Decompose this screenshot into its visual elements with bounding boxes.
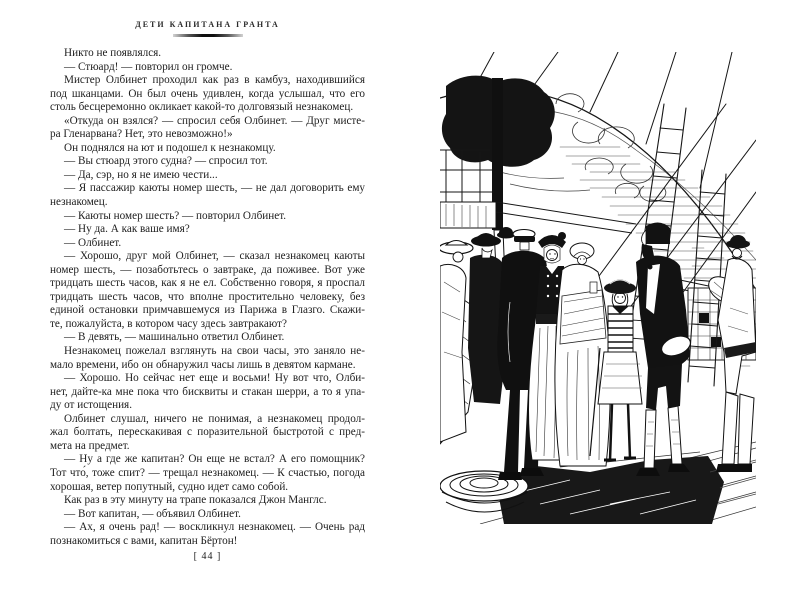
text-line: мало времени, ибо он обнаружил часы лишь в девятом кармане.	[50, 358, 356, 371]
text-line: тридцать шесть часов, как я не ел. Собственно говоря, я проспал	[50, 277, 365, 290]
text-line: познакомиться с вами, капитан Бёртон!	[50, 534, 238, 547]
text-line: Никто не появлялся.	[64, 47, 162, 59]
text-line: — В девять, — машинально ответил Олбинет.	[64, 331, 285, 344]
text-line: Он поднялся на ют и подошел к незнакомцу.	[64, 141, 276, 154]
header-divider	[173, 34, 243, 37]
text-line: столь бесцеремонно окликает какой-то долговязый незнакомец.	[50, 101, 354, 114]
text-line: Тот что́, тоже спит? — трещал незнакомец. — К счастью, погода	[50, 466, 365, 479]
text-line: «Откуда он взялся? — спросил себя Олбинет. — Друг мисте-	[64, 114, 365, 127]
text-line: нет, дайте-ка мне пока что бисквиты и стакан шерри, а то я упа-	[50, 385, 365, 398]
text-line: незнакомец.	[50, 196, 108, 209]
text-line: — Ах, я очень рад! — воскликнул незнакомец. — Очень рад	[64, 521, 365, 534]
text-line: Мистер Олбинет проходил как раз в камбуз, находившийся	[64, 74, 365, 87]
smoke	[442, 76, 666, 202]
text-line: под шканцами. Он был очень удивлен, когда услышал, что его	[50, 87, 365, 100]
text-line: — Хорошо. Но сейчас нет еще и восьми! Ну вот что, Олби-	[64, 372, 365, 385]
text-line: единой остановки примчавшемуся из Парижа в Глазго. Скажи-	[50, 304, 365, 317]
text-line: — Да, сэр, но я не имею чести...	[64, 168, 218, 181]
text-line: ра Гленарвана? Нет, это невозможно!»	[50, 128, 233, 141]
page-number: [ 44 ]	[193, 551, 222, 562]
ship-deck-illustration	[440, 52, 756, 524]
text-line: ду от истощения.	[50, 399, 132, 412]
text-line: — Ну да. А как ваше имя?	[64, 223, 190, 236]
running-header	[50, 20, 365, 37]
text-line: жал болтать, перескакивая с поразительной быстротой с пред-	[50, 426, 365, 439]
text-line: — Вы стюард этого судна? — спросил тот.	[64, 155, 268, 168]
ship-deck-engraving	[440, 52, 756, 524]
text-line: — Каюты номер шесть? — повторил Олбинет.	[64, 209, 287, 222]
text-line: тридцать шесть часов, что вполне простительно человеку, без	[50, 290, 365, 303]
figure-tall-stranger	[636, 222, 693, 476]
text-line: номер шесть, — позаботьтесь о завтраке, да поживее. Вот уже	[50, 263, 365, 276]
page-text-column	[50, 47, 365, 548]
text-line: — Ну а где же капитан? Он еще не встал? А его помощник?	[64, 453, 365, 466]
text-line: — Стюард! — повторил он громче.	[64, 60, 233, 73]
text-line: — Я пассажир каюты номер шесть, — не дал договорить ему	[64, 182, 365, 195]
text-line: те, пожалуйста, в котором часу здесь завтракают?	[50, 317, 287, 330]
figure-lady-bonnet	[555, 243, 610, 466]
text-line: Незнакомец пожелал взглянуть на свои часы, это заняло не-	[64, 345, 365, 358]
text-line: — Олбинет.	[64, 236, 122, 249]
text-line: — Вот капитан, — объявил Олбинет.	[64, 507, 241, 520]
text-line: мета на предмет.	[50, 439, 130, 452]
text-line: хорошая, ветер попутный, судно идет само собой.	[50, 480, 289, 493]
text-line: Как раз в эту минуту на трапе показался Джон Манглс.	[64, 494, 327, 507]
text-line: Олбинет слушал, ничего не понимая, а незнакомец продол-	[64, 412, 365, 425]
running-title: ДЕТИ КАПИТАНА ГРАНТА	[135, 20, 280, 29]
text-line: — Хорошо, друг мой Олбинет, — сказал незнакомец каюты	[64, 250, 365, 263]
